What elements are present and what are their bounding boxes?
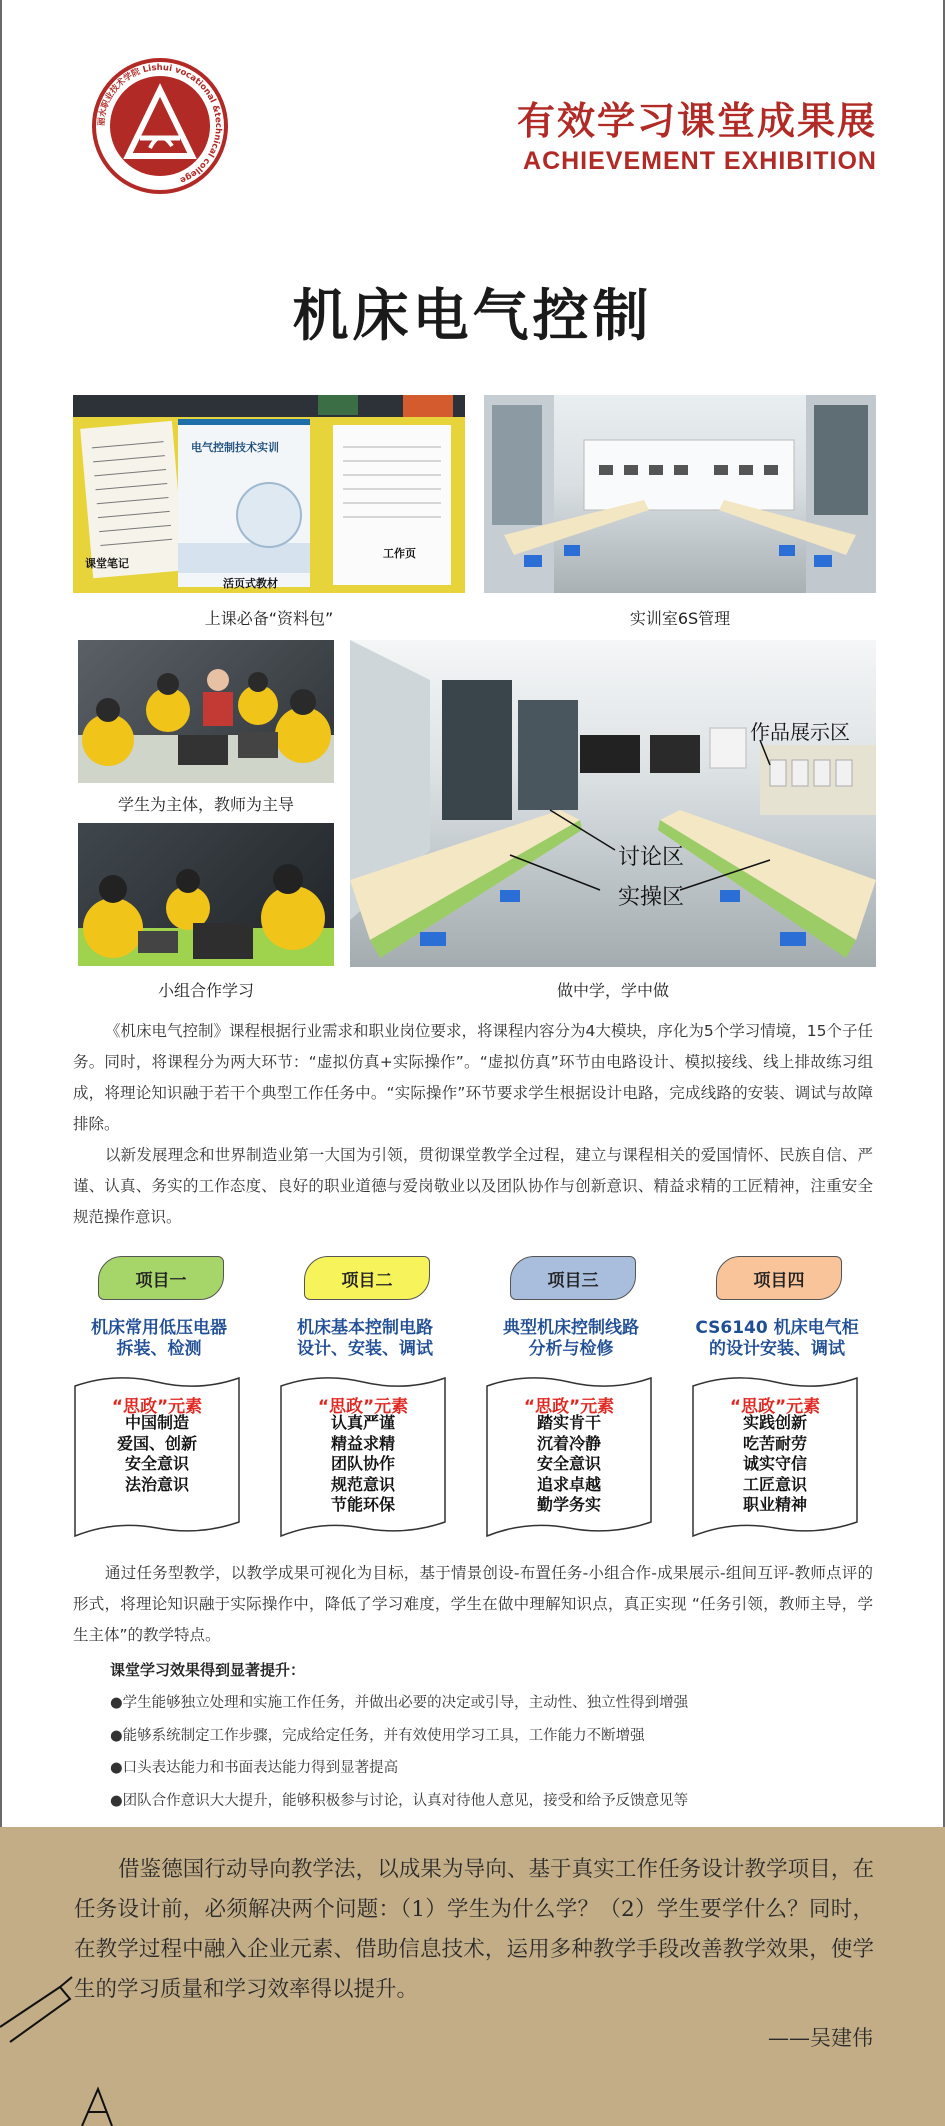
caption-classroom-zones: 做中学，学中做 [556,981,669,1000]
photo-students-teacher [78,640,334,783]
project-title-line: 机床基本控制电路 [297,1318,433,1338]
ideology-item: 踏实肯干 [536,1413,601,1432]
label-practice-zone: 实操区 [618,885,685,910]
logo-ring-text [96,62,224,190]
ideology-scroll [279,1372,447,1542]
effects-item: ●学生能够独立处理和实施工作任务，并做出必要的决定或引导，主动性、独立性得到增强 [110,1695,689,1711]
ideology-items [73,1413,241,1495]
project-title [689,1318,865,1360]
ideology-item: 精益求精 [330,1433,395,1453]
project-tag: 项目四 [716,1256,842,1300]
caption-students-teacher: 学生为主体，教师为主导 [117,795,294,814]
ideology-scroll [485,1372,653,1542]
ideology-item: 诚实守信 [742,1454,807,1473]
ideology-item: 节能环保 [330,1495,395,1514]
ideology-item: 中国制造 [124,1413,189,1432]
project-title-line: 设计、安装、调试 [297,1339,433,1359]
label-notes: 课堂笔记 [85,557,129,570]
ideology-item: 沉着冷静 [536,1433,601,1453]
ideology-heading: “思政”元素 [523,1397,615,1417]
ideology-scroll [73,1372,241,1542]
ideology-item: 实践创新 [742,1413,807,1432]
ideology-heading: “思政”元素 [317,1397,409,1417]
brand-title-cn: 有效学习课堂成果展 [516,99,877,143]
ideology-item: 安全意识 [536,1454,601,1473]
project-tag: 项目二 [304,1256,430,1300]
ideology-items [691,1413,859,1516]
project-title-line: 分析与检修 [528,1339,614,1359]
project-title-line: 典型机床控制线路 [503,1318,639,1338]
project-tag: 项目三 [510,1256,636,1300]
project-title [71,1318,247,1360]
caption-lab-6s: 实训室6S管理 [629,609,731,628]
ideology-scroll [691,1372,859,1542]
label-display-zone: 作品展示区 [750,720,850,744]
ideology-heading: “思政”元素 [729,1397,821,1417]
svg-text:丽水职业技术学院 Lishui vocational &te: 丽水职业技术学院 Lishui vocational &technical college [96,62,224,186]
ideology-paragraph: 以新发展理念和世界制造业第一大国为引领，贯彻课堂教学全过程，建立与课程相关的爱国情怀、民族自信、严谨、认真、务实的工作态度、良好的职业道德与爱岗敬业以及团队协作与创新意识、精益求精的工匠精神，注重安全规范操作意识。 [73,1146,873,1226]
photo-lab-6s [484,395,876,593]
project-title-line: CS6140 机床电气柜 [695,1318,859,1338]
photo-materials [73,395,465,593]
ideology-items [485,1413,653,1516]
ideology-item: 勤学务实 [536,1495,601,1514]
exhibition-brand [517,90,877,176]
book-title: 电气控制技术实训 [191,441,279,454]
label-discuss-zone: 讨论区 [618,845,685,870]
effects-item: ●能够系统制定工作步骤，完成给定任务，并有效使用学习工具，工作能力不断增强 [110,1727,645,1744]
project-title-line: 机床常用低压电器 [91,1318,227,1338]
quote-author: ——吴建伟 [768,2026,873,2050]
ideology-item: 吃苦耐劳 [742,1433,807,1453]
project-title-line: 的设计安装、调试 [709,1339,845,1359]
ideology-item: 职业精神 [742,1495,807,1514]
effects-item: ●团队合作意识大大提升，能够积极参与讨论，认真对待他人意见，接受和给予反馈意见等 [110,1792,689,1809]
course-intro-paragraph: 《机床电气控制》课程根据行业需求和职业岗位要求，将课程内容分为4大模块，序化为5个学习情境，15个子任务。同时，将课程分为两大环节：“虚拟仿真+实际操作”。“虚拟仿真”环节由电路设计、模拟接线、线上排故练习组成，将理论知识融于若干个典型工作任务中。“实际操作”环节要求学生根据设计电路，完成线路的安装、调试与故障排除。 [73,1022,873,1133]
ideology-item: 法治意识 [124,1474,189,1494]
ideology-item: 安全意识 [124,1454,189,1473]
project-title-line: 拆装、检测 [116,1339,202,1359]
label-sheet: 工作页 [383,547,416,560]
effects-item: ●口头表达能力和书面表达能力得到显著提高 [110,1760,399,1776]
effects-list [110,1687,890,1817]
brand-title-en: ACHIEVEMENT EXHIBITION [523,147,877,175]
caption-group-work: 小组合作学习 [157,981,254,1000]
teaching-method-paragraph: 通过任务型教学，以教学成果可视化为目标，基于情景创设-布置任务-小组合作-成果展示-组间互评-教师点评的形式，将理论知识融于实际操作中，降低了学习难度，学生在做中理解知识点，真正实现 “任务引领，教师主导，学生主体”的教学特点。 [73,1564,873,1644]
ideology-items [279,1413,447,1516]
label-book: 活页式教材 [223,577,278,590]
ideology-heading: “思政”元素 [111,1397,203,1417]
ideology-item: 爱国、创新 [116,1433,197,1453]
project-title [277,1318,453,1360]
photo-classroom-zones [350,640,876,967]
effects-heading: 课堂学习效果得到显著提升： [110,1661,306,1679]
ideology-item: 认真严谨 [330,1413,395,1432]
quote-text: 借鉴德国行动导向教学法，以成果为导向、基于真实工作任务设计教学项目，在任务设计前，必须解决两个问题：（1）学生为什么学？（2）学生要学什么？同时，在教学过程中融入企业元素、借助信息技术，运用多种教学手段改善教学效果，使学生的学习质量和学习效率得以提升。 [74,1857,874,2002]
project-title [483,1318,659,1360]
page-title: 机床电气控制 [292,284,653,349]
ideology-item: 团队协作 [330,1454,395,1473]
ideology-item: 规范意识 [330,1474,395,1494]
ideology-item: 工匠意识 [742,1474,807,1494]
caption-materials: 上课必备“资料包” [204,609,334,628]
college-logo [92,58,228,194]
ideology-item: 追求卓越 [536,1474,601,1494]
project-tag: 项目一 [98,1256,224,1300]
photo-group-work [78,823,334,966]
